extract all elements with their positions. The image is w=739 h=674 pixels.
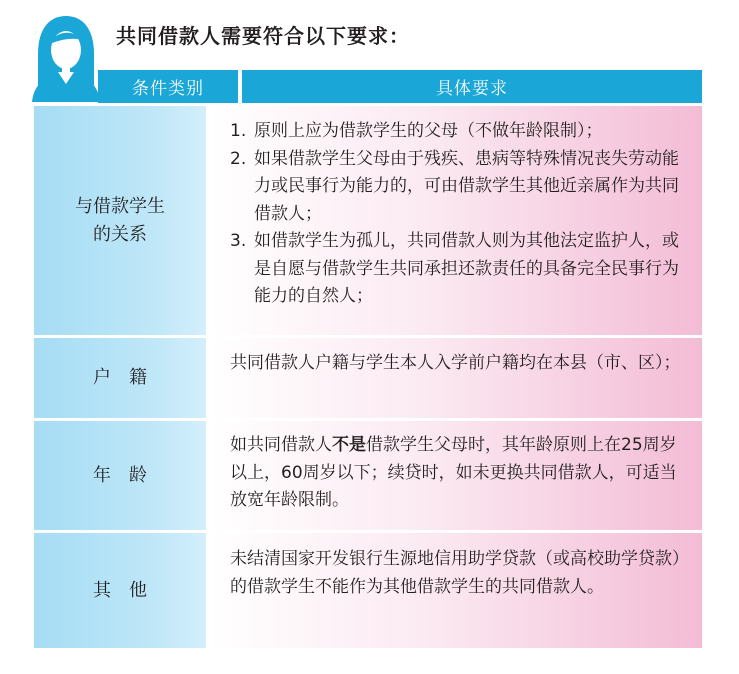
requirement-text: 未结清国家开发银行生源地信用助学贷款（或高校助学贷款）的借款学生不能作为其他借款学生的共同借款人。 [230, 549, 689, 597]
page-title: 共同借款人需要符合以下要求： [116, 24, 410, 48]
item-text: 如借款学生为孤儿，共同借款人则为其他法定监护人，或是自愿与借款学生共同承担还款责任的具备完全民事行为能力的自然人； [254, 231, 679, 306]
requirements-table [34, 70, 702, 648]
category-label: 户 籍 [93, 367, 147, 388]
list-item [230, 228, 692, 311]
text-segment: 借款学生父母时，其年龄原则上在25周岁以上，60周岁以下；续贷时，如未更换共同借款人，可适当放宽年龄限制。 [230, 435, 677, 510]
emphasis-text: 不是 [332, 435, 366, 455]
requirement-relation [230, 118, 692, 311]
requirement-text [230, 432, 692, 515]
item-number: 3. [230, 231, 247, 251]
requirement-other [230, 546, 692, 601]
header-requirement: 具体要求 [242, 70, 702, 103]
list-item [230, 118, 692, 146]
header-category: 条件类别 [98, 70, 238, 103]
category-other [34, 533, 206, 648]
item-number: 2. [230, 148, 247, 169]
category-household [34, 338, 206, 418]
list-item [230, 146, 692, 229]
text-segment: 如共同借款人 [230, 435, 332, 455]
requirement-household [230, 350, 692, 378]
item-text: 原则上应为借款学生的父母（不做年龄限制）； [254, 121, 603, 141]
category-label: 其 他 [93, 579, 147, 601]
category-age [34, 421, 206, 530]
item-number: 1. [230, 121, 247, 141]
category-relation [34, 106, 206, 335]
requirement-text: 共同借款人户籍与学生本人入学前户籍均在本县（市、区）； [230, 353, 681, 373]
category-label: 与借款学生 的关系 [75, 195, 165, 245]
requirement-age [230, 432, 692, 515]
item-text: 如果借款学生父母由于残疾、患病等特殊情况丧失劳动能力或民事行为能力的，可由借款学生其他近亲属作为共同借款人； [254, 148, 679, 224]
category-label: 年 龄 [93, 464, 147, 486]
